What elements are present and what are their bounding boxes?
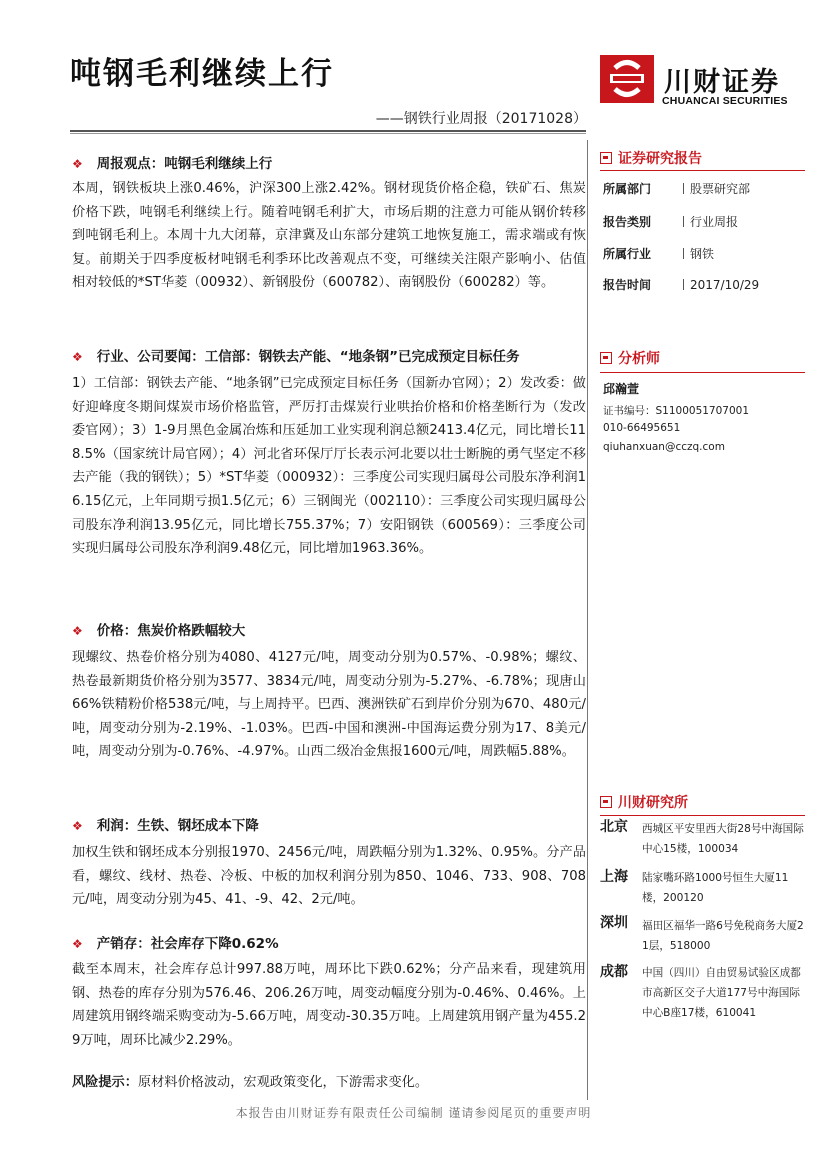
meta-row-industry: 所属行业 钢铁 [603, 247, 715, 261]
office-city-chengdu: 成都 [600, 964, 628, 980]
page-footer: 本报告由川财证券有限责任公司编制 谨请参阅尾页的重要声明 [235, 1106, 592, 1120]
meta-row-date: 报告时间 2017/10/29 [603, 278, 760, 292]
diamond-bullet-icon: ❖ [72, 157, 83, 171]
sidebar-heading-report: 证券研究报告 [600, 148, 702, 168]
analyst-icon [600, 352, 612, 364]
section-body-view: 本周，钢铁板块上涨0.46%，沪深300上涨2.42%。钢材现货价格企稳，铁矿石、焦炭价格下跌，吨钢毛利继续上行。随着吨钢毛利扩大，市场后期的注意力可能从钢价转移到吨钢毛利上。本周十九大闭幕，京津冀及山东部分建筑工地恢复施工，需求端或有恢复。前期关于四季度板材吨钢毛利季环比改善观点不变，可继续关注限产影响小、估值相对较低的*ST华菱（00932）、新钢股份（600782）、南钢股份（600282）等。 [72, 181, 586, 291]
office-address-shanghai: 陆家嘴环路1000号恒生大厦11楼，200120 [642, 872, 789, 904]
risk-warning [72, 1071, 428, 1090]
sidebar-heading-institute: 川财研究所 [600, 792, 688, 812]
section-heading-profit: ❖ 利润：生铁、钢坯成本下降 [72, 818, 259, 834]
report-icon [600, 152, 612, 164]
header-divider [70, 130, 586, 132]
section-heading-view: ❖ 周报观点：吨钢毛利继续上行 [72, 156, 273, 172]
sidebar-heading-analyst: 分析师 [600, 348, 660, 368]
risk-label: 风险提示： [72, 1075, 138, 1090]
diamond-bullet-icon: ❖ [72, 937, 83, 951]
section-body-inventory: 截至本周末，社会库存总计997.88万吨，周环比下跌0.62%；分产品来看，现建筑用钢、热卷的库存分别为576.46、206.26万吨，周变动幅度分别为-0.46%、0.46%。上周建筑用钢终端采购变动为-5.66万吨，周变动-30.35万吨。上周建筑用钢产量为455.29万吨，周环比减少2.29%。 [72, 962, 586, 1048]
meta-row-department: 所属部门 股票研究部 [603, 182, 751, 196]
sidebar-divider [600, 372, 805, 373]
section-body-profit: 加权生铁和钢坯成本分别报1970、2456元/吨，周跌幅分别为1.32%、0.95%。分产品看，螺纹、线材、热卷、冷板、中板的加权利润分别为850、1046、733、908、708元/吨，周变动分别为45、41、-9、42、2元/吨。 [72, 845, 586, 908]
section-heading-price: ❖ 价格：焦炭价格跌幅较大 [72, 623, 246, 639]
analyst-email[interactable]: qiuhanxuan@cczq.com [603, 441, 725, 453]
header-divider-thin [70, 133, 586, 134]
risk-text: 原材料价格波动，宏观政策变化，下游需求变化。 [137, 1075, 429, 1090]
institute-icon [600, 796, 612, 808]
sidebar-divider [600, 815, 805, 816]
section-heading-inventory: ❖ 产销存：社会库存下降0.62% [72, 936, 279, 952]
analyst-cert: 证书编号：S1100051707001 [603, 405, 750, 417]
office-city-beijing: 北京 [600, 819, 628, 835]
diamond-bullet-icon: ❖ [72, 819, 83, 833]
column-divider [587, 140, 588, 1100]
chuancai-logo-icon [600, 55, 654, 103]
office-city-shanghai: 上海 [600, 869, 628, 885]
office-city-shenzhen: 深圳 [600, 915, 628, 931]
diamond-bullet-icon: ❖ [72, 624, 83, 638]
report-title: 吨钢毛利继续上行 [70, 56, 334, 92]
office-address-beijing: 西城区平安里西大街28号中海国际中心15楼，100034 [642, 823, 804, 855]
office-address-shenzhen: 福田区福华一路6号免税商务大厦21层，518000 [642, 920, 804, 952]
section-heading-news: ❖ 行业、公司要闻：工信部：钢铁去产能、“地条钢”已完成预定目标任务 [72, 349, 520, 365]
section-body-price: 现螺纹、热卷价格分别为4080、4127元/吨，周变动分别为0.57%、-0.98%；螺纹、热卷最新期货价格分别为3577、3834元/吨，周变动分别为-5.27%、-6.78%；现唐山66%铁精粉价格538元/吨，与上周持平。巴西、澳洲铁矿石到岸价分别为670、480元/吨，周变动分别为-2.19%、-1.03%。巴西-中国和澳洲-中国海运费分别为17、8美元/吨，周变动分别为-0.76%、-4.97%。山西二级冶金焦报1600元/吨，周跌幅5.88%。 [72, 650, 586, 760]
analyst-name: 邱瀚萱 [603, 382, 640, 396]
brand-name-en: CHUANCAI SECURITIES [662, 95, 788, 107]
office-address-chengdu: 中国（四川）自由贸易试验区成都市高新区交子大道177号中海国际中心B座17楼，610041 [642, 967, 801, 1019]
report-subtitle: ——钢铁行业周报（20171028） [375, 111, 587, 127]
diamond-bullet-icon: ❖ [72, 350, 83, 364]
analyst-phone: 010-66495651 [603, 422, 681, 434]
brand-name-cn: 川财证券 [664, 67, 780, 98]
meta-row-category: 报告类别 行业周报 [603, 215, 739, 229]
sidebar-divider [600, 170, 805, 171]
section-body-news: 1）工信部：钢铁去产能、“地条钢”已完成预定目标任务（国新办官网）；2）发改委：做好迎峰度冬期间煤炭市场价格监管，严厉打击煤炭行业哄抬价格和价格垄断行为（发改委官网）；3）1-9月黑色金属冶炼和压延加工业实现利润总额2413.4亿元，同比增长118.5%（国家统计局官网）；4）河北省环保厅厅长表示河北要以壮士断腕的勇气坚定不移去产能（我的钢铁）；5）*ST华菱（000932）：三季度公司实现归属母公司股东净利润16.15亿元，上年同期亏损1.5亿元；6）三钢闽光（002110）：三季度公司实现归属母公司股东净利润13.95亿元，同比增长755.37%；7）安阳钢铁（600569）：三季度公司实现归属母公司股东净利润9.48亿元，同比增加1963.36%。 [72, 376, 586, 557]
